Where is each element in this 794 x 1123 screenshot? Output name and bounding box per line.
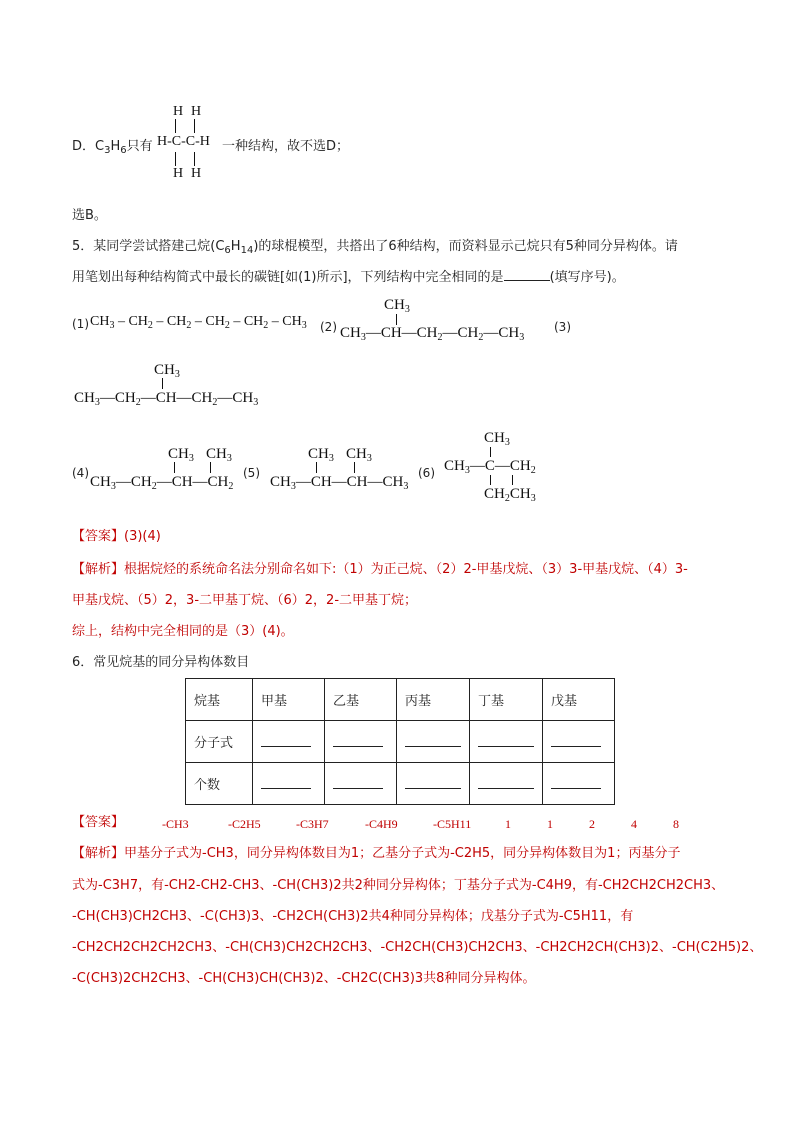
blank-cell xyxy=(470,763,543,805)
struct-4: $CH_3$ $CH_3$ $CH_3—CH_2—CH—CH_2$ xyxy=(90,446,234,492)
table-cell: 甲基 xyxy=(253,679,325,721)
struct-3: $CH_3$ $CH_3—CH_2—CH—CH_2—CH_3$ xyxy=(74,362,259,408)
table-cell: 烷基 xyxy=(186,679,253,721)
blank-cell xyxy=(543,763,615,805)
ethane-structure: H H H-C-C-H H H xyxy=(157,104,210,181)
struct-6: $CH_3$ $CH_3—C—CH_2$ $CH_2CH_3$ xyxy=(444,430,536,504)
table-row xyxy=(186,721,615,763)
q6-answer-9: 8 xyxy=(673,817,679,831)
table-row xyxy=(186,763,615,805)
q6-answer-7: 2 xyxy=(589,817,595,831)
blank-cell xyxy=(253,763,325,805)
struct-2-label: (2) xyxy=(320,320,337,334)
struct-2: $CH_3$ $CH_3—CH—CH_2—CH_2—CH_3$ xyxy=(340,297,525,343)
table-cell: 分子式 xyxy=(186,721,253,763)
answer-blank xyxy=(504,268,550,281)
struct-6-label: (6) xyxy=(418,466,435,480)
struct-1: $CH_3 - CH_2 - CH_2 - CH_2 - CH_2 - CH_3$ xyxy=(90,314,307,331)
blank-cell xyxy=(397,721,470,763)
q5-analysis-2: 甲基戊烷、（5）2，3-二甲基丁烷、（6）2，2-二甲基丁烷； xyxy=(72,593,418,608)
q6-analysis-3: -CH(CH3)CH2CH3、-C(CH3)3、-CH2CH(CH3)2共4种同分异构体；戊基分子式为-C5H11，有 xyxy=(72,909,634,924)
q6-analysis-5: -C(CH3)2CH2CH3、-CH(CH3)CH(CH3)2、-CH2C(CH3)3共8种同分异构体。 xyxy=(72,971,536,986)
struct-3-label: (3) xyxy=(554,320,571,334)
struct-5: $CH_3$ $CH_3$ $CH_3—CH—CH—CH_3$ xyxy=(270,446,409,492)
blank-cell xyxy=(325,763,397,805)
option-d-line: D．$C_3H_6$只有 xyxy=(72,139,153,156)
q5-line1: 5．某同学尝试搭建己烷$(C_6H_{14})$的球棍模型，共搭出了6种结构，而资料显示己烷只有5种同分异构体。请 xyxy=(72,239,678,256)
table-cell: 个数 xyxy=(186,763,253,805)
q6-answer-6: 1 xyxy=(547,817,553,831)
blank-cell xyxy=(253,721,325,763)
q6-answer-4: -C5H11 xyxy=(433,817,472,831)
struct-5-label: (5) xyxy=(243,466,260,480)
struct-4-label: (4) xyxy=(72,466,89,480)
alkyl-table xyxy=(185,678,615,805)
blank-cell xyxy=(397,763,470,805)
q6-answer-1: -C2H5 xyxy=(228,817,261,831)
q5-analysis-1: 【解析】根据烷烃的系统命名法分别命名如下:（1）为正己烷、（2）2-甲基戊烷、（3）3-甲基戊烷、（4）3- xyxy=(72,562,688,577)
select-b: 选B。 xyxy=(72,208,107,223)
q6-analysis-1: 【解析】甲基分子式为-CH3，同分异构体数目为1；乙基分子式为-C2H5，同分异构体数目为1；丙基分子 xyxy=(72,846,681,861)
q6-answer-8: 4 xyxy=(631,817,637,831)
table-cell: 戊基 xyxy=(543,679,615,721)
q6-analysis-2: 式为-C3H7，有-CH2-CH2-CH3、-CH(CH3)2共2种同分异构体；丁基分子式为-C4H9，有-CH2CH2CH2CH3、 xyxy=(72,878,725,893)
q6-answer-3: -C4H9 xyxy=(365,817,398,831)
q5-conclusion: 综上，结构中完全相同的是（3）(4)。 xyxy=(72,624,294,639)
q5-answer: 【答案】(3)(4) xyxy=(72,529,161,544)
blank-cell xyxy=(543,721,615,763)
blank-cell xyxy=(325,721,397,763)
q6-analysis-4: -CH2CH2CH2CH2CH3、-CH(CH3)CH2CH2CH3、-CH2CH(CH3)CH2CH3、-CH2CH2CH(CH3)2、-CH(C2H5)2、 xyxy=(72,940,763,955)
table-cell: 丁基 xyxy=(470,679,543,721)
q6-title: 6．常见烷基的同分异构体数目 xyxy=(72,655,250,670)
table-cell: 丙基 xyxy=(397,679,470,721)
q6-answer-tag: 【答案】 xyxy=(72,815,125,830)
q6-answer-5: 1 xyxy=(505,817,511,831)
option-d-prefix: D．C xyxy=(72,139,105,154)
q6-answer-0: -CH3 xyxy=(162,817,189,831)
option-d-after: 一种结构，故不选D； xyxy=(222,139,350,154)
struct-1-label: (1) xyxy=(72,317,89,331)
q6-answer-2: -C3H7 xyxy=(296,817,329,831)
table-cell: 乙基 xyxy=(325,679,397,721)
table-row xyxy=(186,679,615,721)
blank-cell xyxy=(470,721,543,763)
q5-line2: 用笔划出每种结构简式中最长的碳链[如(1)所示]，下列结构中完全相同的是 (填写序号)。 xyxy=(72,270,625,285)
